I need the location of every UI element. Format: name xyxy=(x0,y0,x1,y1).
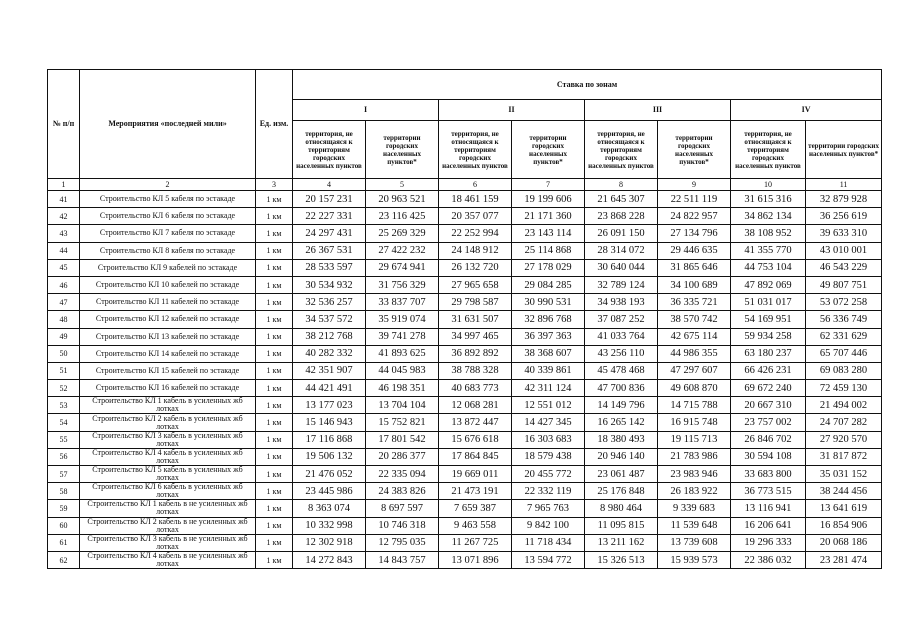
rate-value: 27 965 658 xyxy=(439,276,512,293)
unit-cell: 1 км xyxy=(256,534,293,551)
rate-value: 13 872 447 xyxy=(439,414,512,431)
row-number: 44 xyxy=(48,242,80,259)
rate-value: 23 143 114 xyxy=(512,225,585,242)
table-row xyxy=(48,345,882,362)
table-row xyxy=(48,500,882,517)
activity-name: Строительство КЛ 13 кабелей по эстакаде xyxy=(80,328,256,345)
row-number: 50 xyxy=(48,345,80,362)
rate-value: 23 116 425 xyxy=(366,208,439,225)
unit-cell: 1 км xyxy=(256,276,293,293)
rate-value: 20 157 231 xyxy=(293,191,366,208)
rate-value: 34 997 465 xyxy=(439,328,512,345)
unit-cell: 1 км xyxy=(256,328,293,345)
rate-value: 20 286 377 xyxy=(366,448,439,465)
rate-value: 20 357 077 xyxy=(439,208,512,225)
row-number: 54 xyxy=(48,414,80,431)
rate-value: 34 862 134 xyxy=(731,208,806,225)
column-number: 4 xyxy=(293,179,366,191)
rate-value: 42 675 114 xyxy=(658,328,731,345)
rate-value: 16 206 641 xyxy=(731,517,806,534)
rate-value: 36 773 515 xyxy=(731,483,806,500)
unit-cell: 1 км xyxy=(256,551,293,568)
row-number: 58 xyxy=(48,483,80,500)
rate-value: 27 178 029 xyxy=(512,259,585,276)
rate-value: 9 339 683 xyxy=(658,500,731,517)
rate-value: 45 478 468 xyxy=(585,362,658,379)
unit-cell: 1 км xyxy=(256,208,293,225)
header-num: № п/п xyxy=(48,70,80,179)
row-number: 61 xyxy=(48,534,80,551)
activity-name: Строительство КЛ 12 кабелей по эстакаде xyxy=(80,311,256,328)
unit-cell: 1 км xyxy=(256,483,293,500)
row-number: 53 xyxy=(48,397,80,414)
rate-value: 47 892 069 xyxy=(731,276,806,293)
rate-value: 33 837 707 xyxy=(366,294,439,311)
rate-value: 34 537 572 xyxy=(293,311,366,328)
rate-value: 9 842 100 xyxy=(512,517,585,534)
column-number: 8 xyxy=(585,179,658,191)
unit-cell: 1 км xyxy=(256,242,293,259)
table-row xyxy=(48,517,882,534)
rate-value: 27 134 796 xyxy=(658,225,731,242)
rate-value: 15 326 513 xyxy=(585,551,658,568)
rate-value: 32 896 768 xyxy=(512,311,585,328)
rate-value: 36 892 892 xyxy=(439,345,512,362)
rate-value: 15 752 821 xyxy=(366,414,439,431)
rate-value: 46 543 229 xyxy=(806,259,882,276)
rate-value: 43 010 001 xyxy=(806,242,882,259)
rate-value: 34 100 689 xyxy=(658,276,731,293)
rate-value: 20 455 772 xyxy=(512,466,585,483)
zone-header: II xyxy=(439,100,585,121)
rate-value: 14 715 788 xyxy=(658,397,731,414)
rate-value: 26 846 702 xyxy=(731,431,806,448)
activity-name: Строительство КЛ 11 кабелей по эстакаде xyxy=(80,294,256,311)
rate-value: 16 854 906 xyxy=(806,517,882,534)
rate-value: 11 267 725 xyxy=(439,534,512,551)
table-row xyxy=(48,242,882,259)
rate-value: 39 741 278 xyxy=(366,328,439,345)
rate-value: 56 336 749 xyxy=(806,311,882,328)
rate-value: 21 473 191 xyxy=(439,483,512,500)
rate-value: 42 311 124 xyxy=(512,380,585,397)
rate-value: 26 183 922 xyxy=(658,483,731,500)
rate-value: 23 281 474 xyxy=(806,551,882,568)
rate-value: 30 594 108 xyxy=(731,448,806,465)
activity-name: Строительство КЛ 10 кабелей по эстакаде xyxy=(80,276,256,293)
rate-value: 41 893 625 xyxy=(366,345,439,362)
activity-name: Строительство КЛ 2 кабель в усиленных жб лотках xyxy=(80,414,256,431)
rate-value: 12 302 918 xyxy=(293,534,366,551)
row-number: 49 xyxy=(48,328,80,345)
rate-value: 17 864 845 xyxy=(439,448,512,465)
rate-value: 10 746 318 xyxy=(366,517,439,534)
rates-table xyxy=(47,69,882,569)
unit-cell: 1 км xyxy=(256,259,293,276)
table-row xyxy=(48,551,882,568)
rate-value: 19 115 713 xyxy=(658,431,731,448)
rate-value: 37 087 252 xyxy=(585,311,658,328)
column-number: 5 xyxy=(366,179,439,191)
subheader-urban: территории городских населенных пунктов* xyxy=(806,121,882,179)
rate-value: 31 817 872 xyxy=(806,448,882,465)
row-number: 45 xyxy=(48,259,80,276)
rate-value: 40 683 773 xyxy=(439,380,512,397)
activity-name: Строительство КЛ 14 кабелей по эстакаде xyxy=(80,345,256,362)
rate-value: 32 879 928 xyxy=(806,191,882,208)
rate-value: 23 757 002 xyxy=(731,414,806,431)
rate-value: 35 919 074 xyxy=(366,311,439,328)
rate-value: 31 631 507 xyxy=(439,311,512,328)
rate-value: 18 579 438 xyxy=(512,448,585,465)
unit-cell: 1 км xyxy=(256,345,293,362)
subheader-urban: территории городских населенных пунктов* xyxy=(366,121,439,179)
rate-value: 31 615 316 xyxy=(731,191,806,208)
rate-value: 16 265 142 xyxy=(585,414,658,431)
rate-value: 25 176 848 xyxy=(585,483,658,500)
rate-value: 36 397 363 xyxy=(512,328,585,345)
table-row xyxy=(48,362,882,379)
rate-value: 63 180 237 xyxy=(731,345,806,362)
rate-value: 24 707 282 xyxy=(806,414,882,431)
unit-cell: 1 км xyxy=(256,466,293,483)
rate-value: 62 331 629 xyxy=(806,328,882,345)
rate-value: 22 227 331 xyxy=(293,208,366,225)
activity-name: Строительство КЛ 1 кабель в не усиленных жб лотках xyxy=(80,500,256,517)
rate-value: 44 045 983 xyxy=(366,362,439,379)
rate-value: 44 986 355 xyxy=(658,345,731,362)
header-unit: Ед. изм. xyxy=(256,70,293,179)
unit-cell: 1 км xyxy=(256,431,293,448)
table-header xyxy=(48,70,882,191)
table-row xyxy=(48,294,882,311)
rate-value: 20 667 310 xyxy=(731,397,806,414)
row-number: 47 xyxy=(48,294,80,311)
row-number: 52 xyxy=(48,380,80,397)
rate-value: 41 355 770 xyxy=(731,242,806,259)
rate-value: 72 459 130 xyxy=(806,380,882,397)
zone-header: I xyxy=(293,100,439,121)
table-row xyxy=(48,380,882,397)
activity-name: Строительство КЛ 1 кабель в усиленных жб лотках xyxy=(80,397,256,414)
unit-cell: 1 км xyxy=(256,500,293,517)
activity-name: Строительство КЛ 2 кабель в не усиленных жб лотках xyxy=(80,517,256,534)
table-body xyxy=(48,191,882,569)
rate-value: 30 534 932 xyxy=(293,276,366,293)
activity-name: Строительство КЛ 8 кабеля по эстакаде xyxy=(80,242,256,259)
rate-value: 46 198 351 xyxy=(366,380,439,397)
rate-value: 19 506 132 xyxy=(293,448,366,465)
row-number: 42 xyxy=(48,208,80,225)
rate-value: 29 446 635 xyxy=(658,242,731,259)
rate-value: 10 332 998 xyxy=(293,517,366,534)
rate-value: 69 083 280 xyxy=(806,362,882,379)
rate-value: 8 697 597 xyxy=(366,500,439,517)
row-number: 55 xyxy=(48,431,80,448)
rate-value: 8 363 074 xyxy=(293,500,366,517)
rate-value: 41 033 764 xyxy=(585,328,658,345)
rate-value: 15 676 618 xyxy=(439,431,512,448)
column-number: 9 xyxy=(658,179,731,191)
rate-value: 21 171 360 xyxy=(512,208,585,225)
rate-value: 38 788 328 xyxy=(439,362,512,379)
table-row xyxy=(48,311,882,328)
rate-value: 24 822 957 xyxy=(658,208,731,225)
activity-name: Строительство КЛ 6 кабель в усиленных жб лотках xyxy=(80,483,256,500)
column-number: 10 xyxy=(731,179,806,191)
table-row xyxy=(48,431,882,448)
rate-value: 15 939 573 xyxy=(658,551,731,568)
subheader-urban: территории городских населенных пунктов* xyxy=(658,121,731,179)
rate-value: 7 965 763 xyxy=(512,500,585,517)
row-number: 59 xyxy=(48,500,80,517)
rate-value: 22 252 994 xyxy=(439,225,512,242)
rate-value: 29 084 285 xyxy=(512,276,585,293)
table-row xyxy=(48,208,882,225)
rate-value: 23 868 228 xyxy=(585,208,658,225)
row-number: 60 xyxy=(48,517,80,534)
unit-cell: 1 км xyxy=(256,294,293,311)
table-row xyxy=(48,448,882,465)
activity-name: Строительство КЛ 7 кабеля по эстакаде xyxy=(80,225,256,242)
row-number: 41 xyxy=(48,191,80,208)
rate-value: 17 801 542 xyxy=(366,431,439,448)
rate-value: 24 297 431 xyxy=(293,225,366,242)
rate-value: 14 149 796 xyxy=(585,397,658,414)
unit-cell: 1 км xyxy=(256,191,293,208)
rate-value: 22 335 094 xyxy=(366,466,439,483)
row-number: 46 xyxy=(48,276,80,293)
rate-value: 18 461 159 xyxy=(439,191,512,208)
rate-value: 32 536 257 xyxy=(293,294,366,311)
column-number-row xyxy=(48,179,882,191)
header-activity: Мероприятия «последней мили» xyxy=(80,70,256,179)
rate-value: 47 700 836 xyxy=(585,380,658,397)
rate-value: 44 753 104 xyxy=(731,259,806,276)
zone-header: III xyxy=(585,100,731,121)
subheader-outside-urban: территория, не относящаяся к территориям городских населенных пунктов xyxy=(439,121,512,179)
row-number: 48 xyxy=(48,311,80,328)
rate-value: 38 570 742 xyxy=(658,311,731,328)
table-row xyxy=(48,191,882,208)
row-number: 62 xyxy=(48,551,80,568)
rate-value: 23 445 986 xyxy=(293,483,366,500)
rate-value: 25 114 868 xyxy=(512,242,585,259)
rate-value: 12 551 012 xyxy=(512,397,585,414)
activity-name: Строительство КЛ 6 кабеля по эстакаде xyxy=(80,208,256,225)
rate-value: 29 674 941 xyxy=(366,259,439,276)
unit-cell: 1 км xyxy=(256,225,293,242)
rate-value: 69 672 240 xyxy=(731,380,806,397)
rate-value: 20 946 140 xyxy=(585,448,658,465)
rate-value: 34 938 193 xyxy=(585,294,658,311)
rate-value: 30 990 531 xyxy=(512,294,585,311)
rate-value: 19 669 011 xyxy=(439,466,512,483)
table-row xyxy=(48,225,882,242)
subheader-outside-urban: территория, не относящаяся к территориям городских населенных пунктов xyxy=(293,121,366,179)
unit-cell: 1 км xyxy=(256,311,293,328)
rate-value: 8 980 464 xyxy=(585,500,658,517)
rate-value: 18 380 493 xyxy=(585,431,658,448)
rate-value: 13 594 772 xyxy=(512,551,585,568)
rate-value: 38 368 607 xyxy=(512,345,585,362)
activity-name: Строительство КЛ 4 кабель в не усиленных жб лотках xyxy=(80,551,256,568)
subheader-outside-urban: территория, не относящаяся к территориям городских населенных пунктов xyxy=(585,121,658,179)
rate-value: 19 199 606 xyxy=(512,191,585,208)
rate-value: 13 704 104 xyxy=(366,397,439,414)
rate-value: 17 116 868 xyxy=(293,431,366,448)
rate-value: 42 351 907 xyxy=(293,362,366,379)
row-number: 51 xyxy=(48,362,80,379)
unit-cell: 1 км xyxy=(256,517,293,534)
rate-value: 49 608 870 xyxy=(658,380,731,397)
rate-value: 13 116 941 xyxy=(731,500,806,517)
table-row xyxy=(48,534,882,551)
zone-header: IV xyxy=(731,100,882,121)
table-row xyxy=(48,414,882,431)
activity-name: Строительство КЛ 9 кабелей по эстакаде xyxy=(80,259,256,276)
rate-value: 12 068 281 xyxy=(439,397,512,414)
rate-value: 54 169 951 xyxy=(731,311,806,328)
unit-cell: 1 км xyxy=(256,380,293,397)
rate-value: 14 427 345 xyxy=(512,414,585,431)
table-row xyxy=(48,328,882,345)
rate-value: 13 641 619 xyxy=(806,500,882,517)
rate-value: 14 272 843 xyxy=(293,551,366,568)
rate-value: 44 421 491 xyxy=(293,380,366,397)
rate-value: 11 539 648 xyxy=(658,517,731,534)
rate-value: 9 463 558 xyxy=(439,517,512,534)
header-rates: Ставка по зонам xyxy=(293,70,882,100)
rate-value: 11 095 815 xyxy=(585,517,658,534)
rate-value: 13 071 896 xyxy=(439,551,512,568)
rate-value: 36 256 619 xyxy=(806,208,882,225)
rate-value: 38 244 456 xyxy=(806,483,882,500)
rate-value: 12 795 035 xyxy=(366,534,439,551)
rate-value: 21 494 002 xyxy=(806,397,882,414)
activity-name: Строительство КЛ 5 кабеля по эстакаде xyxy=(80,191,256,208)
rate-value: 35 031 152 xyxy=(806,466,882,483)
unit-cell: 1 км xyxy=(256,448,293,465)
rate-value: 53 072 258 xyxy=(806,294,882,311)
table-row xyxy=(48,397,882,414)
rate-value: 39 633 310 xyxy=(806,225,882,242)
table-row xyxy=(48,466,882,483)
activity-name: Строительство КЛ 16 кабелей по эстакаде xyxy=(80,380,256,397)
rate-value: 59 934 258 xyxy=(731,328,806,345)
column-number: 3 xyxy=(256,179,293,191)
rate-value: 38 212 768 xyxy=(293,328,366,345)
activity-name: Строительство КЛ 15 кабелей по эстакаде xyxy=(80,362,256,379)
column-number: 6 xyxy=(439,179,512,191)
subheader-outside-urban: территория, не относящаяся к территориям городских населенных пунктов xyxy=(731,121,806,179)
rate-value: 31 865 646 xyxy=(658,259,731,276)
rate-value: 33 683 800 xyxy=(731,466,806,483)
subheader-urban: территории городских населенных пунктов* xyxy=(512,121,585,179)
rate-value: 26 367 531 xyxy=(293,242,366,259)
rate-value: 23 061 487 xyxy=(585,466,658,483)
rate-value: 29 798 587 xyxy=(439,294,512,311)
rate-value: 47 297 607 xyxy=(658,362,731,379)
rate-value: 21 645 307 xyxy=(585,191,658,208)
rate-value: 49 807 751 xyxy=(806,276,882,293)
column-number: 11 xyxy=(806,179,882,191)
rate-value: 16 915 748 xyxy=(658,414,731,431)
rate-value: 65 707 446 xyxy=(806,345,882,362)
rate-value: 21 783 986 xyxy=(658,448,731,465)
activity-name: Строительство КЛ 3 кабель в усиленных жб лотках xyxy=(80,431,256,448)
activity-name: Строительство КЛ 4 кабель в усиленных жб лотках xyxy=(80,448,256,465)
column-number: 2 xyxy=(80,179,256,191)
rate-value: 24 383 826 xyxy=(366,483,439,500)
activity-name: Строительство КЛ 3 кабель в не усиленных жб лотках xyxy=(80,534,256,551)
rate-value: 27 920 570 xyxy=(806,431,882,448)
activity-name: Строительство КЛ 5 кабель в усиленных жб лотках xyxy=(80,466,256,483)
unit-cell: 1 км xyxy=(256,362,293,379)
column-number: 1 xyxy=(48,179,80,191)
rate-value: 15 146 943 xyxy=(293,414,366,431)
rate-value: 7 659 387 xyxy=(439,500,512,517)
rate-value: 30 640 044 xyxy=(585,259,658,276)
column-number: 7 xyxy=(512,179,585,191)
row-number: 56 xyxy=(48,448,80,465)
rate-value: 11 718 434 xyxy=(512,534,585,551)
unit-cell: 1 км xyxy=(256,397,293,414)
rate-value: 23 983 946 xyxy=(658,466,731,483)
rate-value: 13 177 023 xyxy=(293,397,366,414)
rate-value: 19 296 333 xyxy=(731,534,806,551)
rate-value: 24 148 912 xyxy=(439,242,512,259)
rate-value: 28 314 072 xyxy=(585,242,658,259)
rate-value: 32 789 124 xyxy=(585,276,658,293)
rate-value: 20 963 521 xyxy=(366,191,439,208)
table-row xyxy=(48,259,882,276)
rate-value: 36 335 721 xyxy=(658,294,731,311)
rate-value: 40 339 861 xyxy=(512,362,585,379)
rate-value: 25 269 329 xyxy=(366,225,439,242)
rate-value: 20 068 186 xyxy=(806,534,882,551)
rate-value: 28 533 597 xyxy=(293,259,366,276)
rate-value: 22 386 032 xyxy=(731,551,806,568)
rate-value: 13 211 162 xyxy=(585,534,658,551)
row-number: 43 xyxy=(48,225,80,242)
rate-value: 51 031 017 xyxy=(731,294,806,311)
rate-value: 14 843 757 xyxy=(366,551,439,568)
table-row xyxy=(48,276,882,293)
rate-value: 27 422 232 xyxy=(366,242,439,259)
row-number: 57 xyxy=(48,466,80,483)
rate-value: 13 739 608 xyxy=(658,534,731,551)
rate-value: 66 426 231 xyxy=(731,362,806,379)
unit-cell: 1 км xyxy=(256,414,293,431)
table-row xyxy=(48,483,882,500)
rate-value: 26 132 720 xyxy=(439,259,512,276)
rate-value: 31 756 329 xyxy=(366,276,439,293)
rate-value: 40 282 332 xyxy=(293,345,366,362)
rate-value: 16 303 683 xyxy=(512,431,585,448)
rate-value: 22 332 119 xyxy=(512,483,585,500)
rate-value: 22 511 119 xyxy=(658,191,731,208)
rate-value: 21 476 052 xyxy=(293,466,366,483)
rate-value: 43 256 110 xyxy=(585,345,658,362)
rate-value: 26 091 150 xyxy=(585,225,658,242)
rate-value: 38 108 952 xyxy=(731,225,806,242)
